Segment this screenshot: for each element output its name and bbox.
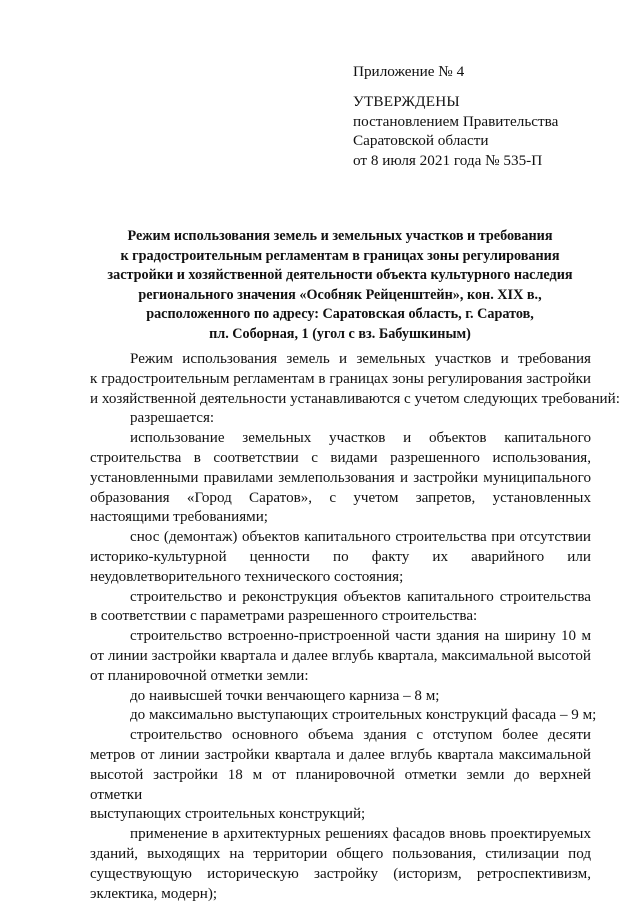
- paragraph-line: от планировочной отметки земли:: [90, 667, 309, 684]
- paragraph-line: настоящими требованиями;: [90, 509, 268, 526]
- paragraph-line: образования «Город Саратов», с учетом запретов, установленных: [90, 489, 591, 506]
- paragraph-line: использование земельных участков и объектов капитального: [130, 430, 591, 447]
- paragraph-line: до максимально выступающих строительных конструкций фасада – 9 м;: [130, 707, 597, 724]
- body-paragraph: [90, 588, 591, 628]
- body-paragraph: [90, 687, 591, 707]
- approval-line: постановлением Правительства: [353, 112, 559, 130]
- paragraph-line: строительство основного объема здания с отступом более десяти: [130, 727, 591, 744]
- paragraph-line: строительства в соответствии с видами разрешенного использования,: [90, 449, 591, 466]
- paragraph-line: строительство и реконструкция объектов капитального строительства: [130, 588, 591, 605]
- document-title: [80, 227, 600, 345]
- paragraph-line: до наивысшей точки венчающего карниза – 8 м;: [130, 687, 440, 704]
- paragraph-line: установленными правилами землепользования и застройки муниципального: [90, 469, 591, 486]
- title-line: расположенного по адресу: Саратовская область, г. Саратов,: [146, 306, 534, 323]
- body-paragraph: [90, 409, 591, 429]
- body-paragraph: [90, 726, 591, 825]
- approval-heading: УТВЕРЖДЕНЫ: [353, 93, 460, 111]
- approval-block: [353, 62, 623, 170]
- paragraph-line: зданий, выходящих на территории общего пользования, стилизации под: [90, 845, 591, 862]
- paragraph-line: Режим использования земель и земельных участков и требования: [130, 351, 591, 367]
- title-line: регионального значения «Особняк Рейценштейн», кон. XIX в.,: [138, 286, 542, 303]
- title-line: к градостроительным регламентам в границах зоны регулирования: [120, 247, 560, 264]
- paragraph-line: метров от линии застройки квартала и далее вглубь квартала максимальной: [90, 746, 591, 763]
- title-line: пл. Соборная, 1 (угол с вз. Бабушкиным): [209, 325, 471, 342]
- paragraph-line: разрешается:: [130, 410, 215, 427]
- body-paragraph: [90, 627, 591, 686]
- body-paragraph: [90, 825, 591, 904]
- title-line: застройки и хозяйственной деятельности объекта культурного наследия: [107, 267, 573, 284]
- body-paragraph: [90, 706, 597, 726]
- paragraph-line: историко-культурной ценности по факту их аварийного или: [90, 548, 591, 565]
- annex-number: Приложение № 4: [353, 63, 465, 80]
- document-body: [90, 350, 620, 904]
- paragraph-line: строительство встроенно-пристроенной части здания на ширину 10 м: [130, 628, 591, 645]
- paragraph-line: неудовлетворительного технического состояния;: [90, 568, 404, 585]
- paragraph-line: к градостроительным регламентам в границах зоны регулирования застройки: [90, 370, 591, 387]
- body-paragraph: [90, 350, 620, 409]
- paragraph-line: в соответствии с параметрами разрешенного строительства:: [90, 608, 478, 625]
- paragraph-line: снос (демонтаж) объектов капитального строительства при отсутствии: [130, 529, 591, 546]
- paragraph-line: выступающих строительных конструкций;: [90, 806, 366, 823]
- body-paragraph: [90, 528, 591, 587]
- paragraph-line: эклектика, модерн);: [90, 885, 218, 902]
- paragraph-line: применение в архитектурных решениях фасадов вновь проектируемых: [130, 826, 591, 843]
- paragraph-line: существующую историческую застройку (историзм, ретроспективизм,: [90, 865, 591, 882]
- paragraph-line: высотой застройки 18 м от планировочной отметки земли до верхней отметки: [90, 766, 591, 803]
- title-line: Режим использования земель и земельных участков и требования: [127, 228, 553, 244]
- approval-line: Саратовской области: [353, 132, 489, 150]
- body-paragraph: [90, 429, 591, 528]
- paragraph-line: от линии застройки квартала и далее вглубь квартала, максимальной высотой: [90, 647, 591, 664]
- paragraph-line: и хозяйственной деятельности устанавливаются с учетом следующих требований:: [90, 390, 620, 407]
- approval-line: от 8 июля 2021 года № 535-П: [353, 151, 543, 169]
